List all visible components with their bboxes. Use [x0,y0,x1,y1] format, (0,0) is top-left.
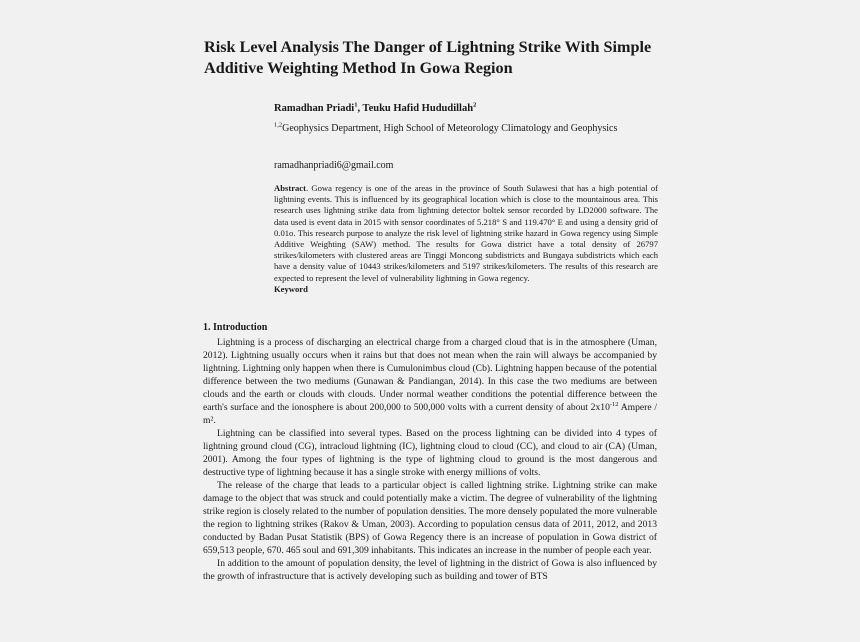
author-2-sup: 2 [473,101,477,109]
section-heading: 1. Introduction [203,322,268,333]
affiliation-text: Geophysics Department, High School of Meteorology Climatology and Geophysics [282,123,618,134]
paragraph-1-sup: -12 [609,400,619,408]
paragraph-1-text: Lightning is a process of discharging an electrical charge from a charged cloud that is in the atmosphere (Uman, 2012). Lightning usually occurs when it rains but that does not mean when the rain will always be accompanied by lightning. Lightning only happen when there is Cumulonimbus cloud (Cb). Lightning happen because of the potential difference between the two mediums (Gunawan & Pandiangan, 2014). In this case the two mediums are between clouds and the earth or clouds with clouds. Under normal weather conditions the potential difference between the earth's surface and the ionosphere is about 200,000 to 500,000 volts with a current density of about 2x10 [203,337,657,413]
abstract-label: Abstract [274,183,306,193]
paragraph: Lightning can be classified into several types. Based on the process lightning can be divided into 4 types of lightning ground cloud (CG), intracloud lightning (IC), lightning cloud to cloud (CC), and cloud to air (CA) (Uman, 2001). Among the four types of lightning is the type of lightning cloud to ground is the most dangerous and destructive type of lightning because it has a single stroke with energy millions of volts. [203,428,657,478]
paragraph: In addition to the amount of population density, the level of lightning in the district of Gowa is also influenced by the growth of infrastructure that is actively developing such as building and tower of BTS [203,558,657,582]
paragraph: The release of the charge that leads to a particular object is called lightning strike. Lightning strike can make damage to the object that was struck and could potentially make a victim. The degree of vulnerability of the lightning strike region is closely related to the number of population densities. The more densely populated the more vulnerable the region to lightning strikes (Rakov & Uman, 2003). According to population census data of 2011, 2012, and 2013 conducted by Badan Pusat Statistik (BPS) of Gowa Regency there is an increase of population in Gowa district of 659,513 people, 670. 465 soul and 691,309 inhabitants. This indicates an increase in the number of people each year. [203,480,657,556]
paragraph [203,336,657,427]
author-email: ramadhanpriadi6@gmail.com [274,160,394,171]
body-text [203,336,657,583]
paper-title: Risk Level Analysis The Danger of Lightning Strike With Simple Additive Weighting Method In Gowa Region [204,38,652,77]
abstract [274,183,658,295]
paragraph-1-tail: Ampere / m². [203,402,657,426]
author-line [274,103,476,114]
author-1-sup: 1 [354,101,358,109]
author-2: , Teuku Hafid Hududillah [357,103,474,114]
keyword-label: Keyword [274,283,308,294]
affiliation-sup: 1,2 [274,121,283,129]
abstract-text: . Gowa regency is one of the areas in the province of South Sulawesi that has a high potential of lightning events. This is influenced by its geographical location which is close to the mountainous area. This research uses lightning strike data from lightning detector boltek sensor recorded by LD2000 software. The data used is event data in 2015 with sensor coordinates of 5.218° S and 119.470° E and using a density grid of 0.01o. This research purpose to analyze the risk level of lightning strike hazard in Gowa regency using Simple Additive Weighting (SAW) method. The results for Gowa district have a total density of 26797 strikes/kilometers with clustered areas are Tinggi Moncong subdistricts and Bungaya subdistricts which each have a density value of 10443 strikes/kilometers and 5197 strikes/kilometers. The results of this research are expected to represent the level of vulnerability lightning in Gowa regency. [274,183,658,283]
affiliation [274,123,617,134]
author-1: Ramadhan Priadi [274,103,355,114]
